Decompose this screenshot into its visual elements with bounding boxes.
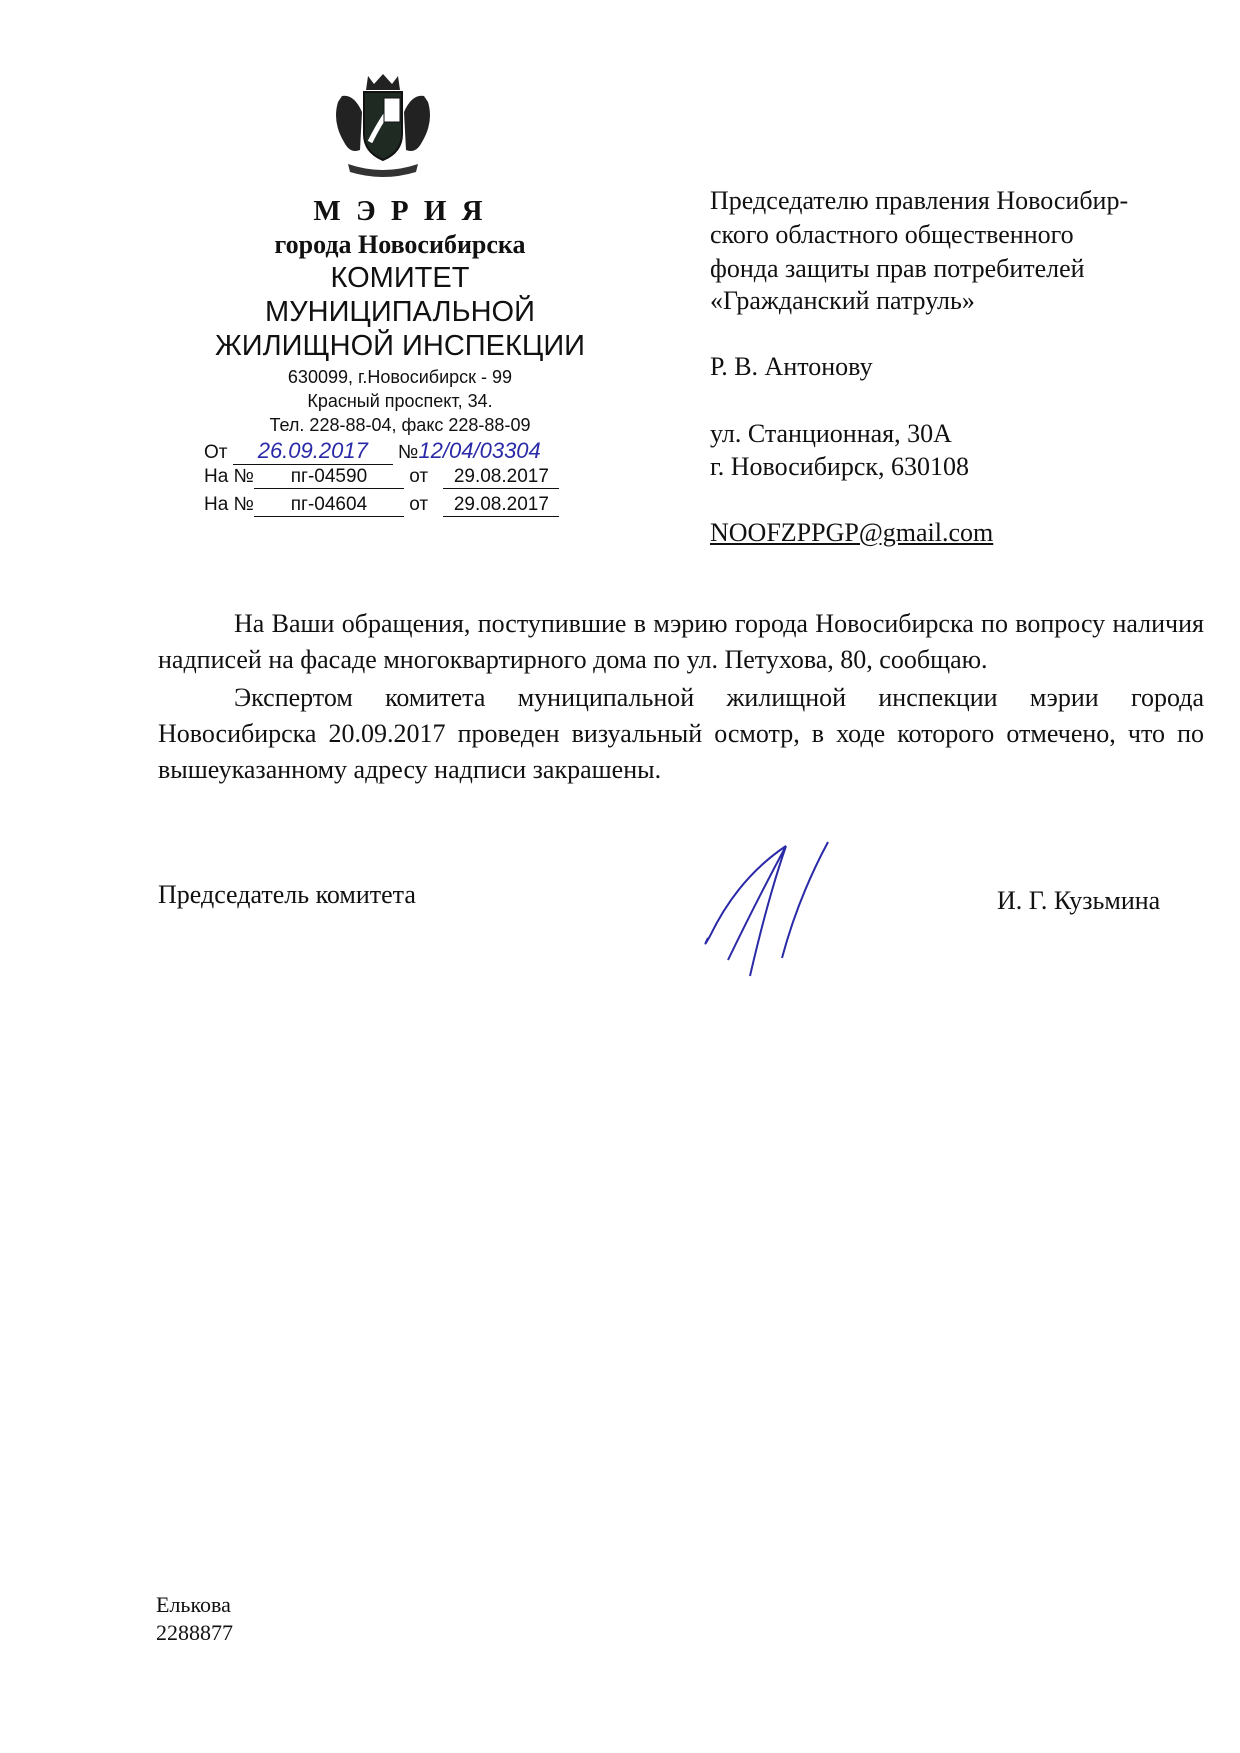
recipient-city: г. Новосибирск, 630108 — [710, 452, 970, 481]
ref-date: 29.08.2017 — [443, 466, 559, 489]
ref-number: пг-04590 — [254, 466, 404, 489]
address-line-1: 630099, г.Новосибирск - 99 — [287, 367, 513, 387]
recipient-line-1: Председателю правления Новосибир- — [710, 186, 1129, 215]
ref-label: На № — [204, 466, 254, 487]
recipient-email[interactable]: NOOFZPPGP@gmail.com — [710, 518, 994, 547]
incoming-reference-2 — [204, 494, 559, 517]
dept-line-1: КОМИТЕТ — [330, 262, 470, 294]
outgoing-number: 12/04/03304 — [418, 438, 541, 463]
handwritten-signature — [698, 838, 838, 978]
ref-number: пг-04604 — [254, 494, 404, 517]
recipient-line-2: ского областного общественного — [710, 220, 1074, 249]
outgoing-reference — [204, 438, 541, 465]
phone-line: Тел. 228-88-04, факс 228-88-09 — [269, 415, 531, 435]
city-emblem-logo — [330, 72, 436, 182]
executor-phone: 2288877 — [156, 1620, 233, 1645]
executor-name: Елькова — [156, 1592, 231, 1617]
number-label: № — [398, 442, 419, 463]
signatory-name: И. Г. Кузьмина — [997, 886, 1161, 915]
org-name: М Э Р И Я — [313, 195, 487, 227]
signatory-position: Председатель комитета — [158, 880, 416, 909]
recipient-line-4: «Гражданский патруль» — [710, 286, 975, 315]
org-city: города Новосибирска — [274, 230, 526, 259]
dept-line-3: ЖИЛИЩНОЙ ИНСПЕКЦИИ — [214, 330, 586, 362]
ref-from-label: от — [409, 466, 429, 487]
recipient-street: ул. Станционная, 30А — [710, 419, 952, 448]
incoming-reference-1 — [204, 466, 559, 489]
ref-from-label: от — [409, 494, 429, 515]
letter-body — [158, 606, 1204, 788]
body-paragraph-1: На Ваши обращения, поступившие в мэрию города Новосибирска по вопросу наличия надписей на фасаде многоквартирного дома по ул. Петухова, 80, сообщаю. — [158, 609, 1204, 674]
ref-date: 29.08.2017 — [443, 494, 559, 517]
outgoing-date: 26.09.2017 — [233, 438, 393, 465]
dept-line-2: МУНИЦИПАЛЬНОЙ — [265, 296, 535, 328]
ref-label: На № — [204, 494, 254, 515]
recipient-line-3: фонда защиты прав потребителей — [710, 254, 1085, 283]
address-line-2: Красный проспект, 34. — [307, 391, 493, 411]
recipient-name: Р. В. Антонову — [710, 352, 873, 381]
from-label: От — [204, 442, 228, 463]
body-paragraph-2: Экспертом комитета муниципальной жилищной инспекции мэрии города Новосибирска 20.09.2017 проведен визуальный осмотр, в ходе которого отмечено, что по вышеуказанному адресу надписи закрашены. — [158, 683, 1204, 784]
